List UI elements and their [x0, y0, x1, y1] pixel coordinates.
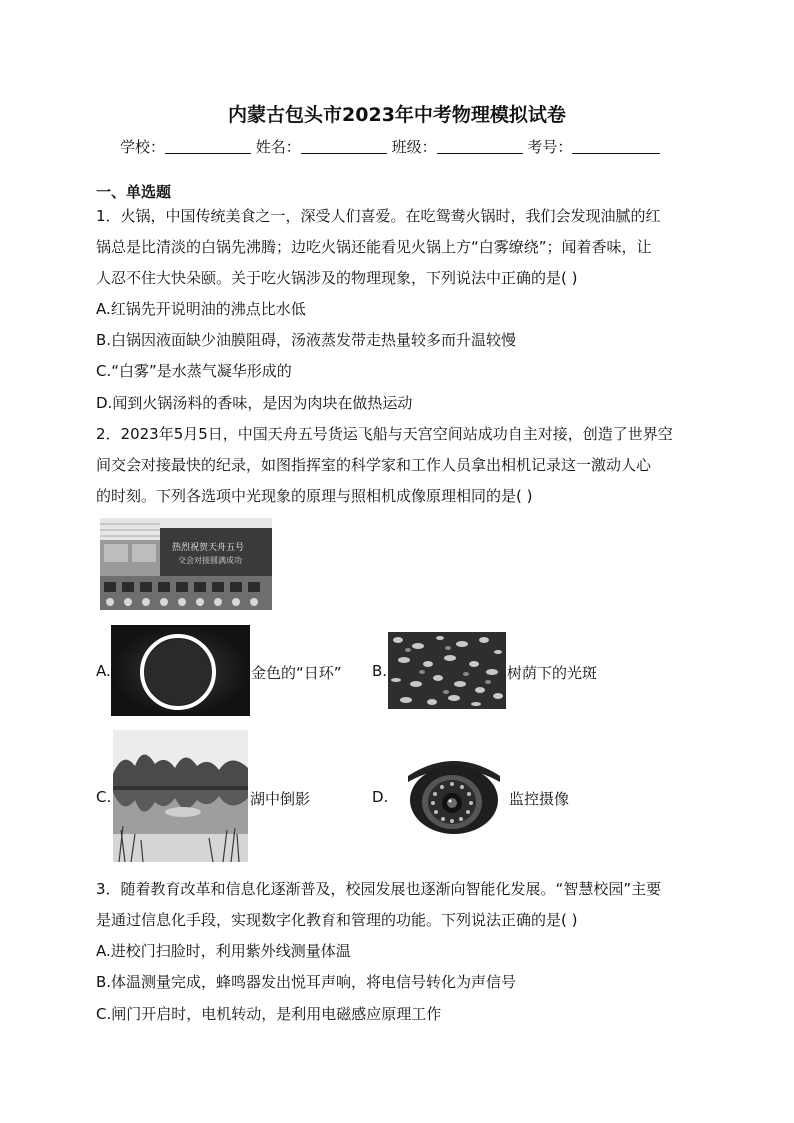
q2-option-b-label[interactable]: 树荫下的光斑 — [507, 664, 598, 682]
q3-option-a[interactable]: A.进校门扫脸时，利用紫外线测量体温 — [96, 942, 351, 960]
name-blank[interactable] — [301, 139, 387, 154]
class-blank[interactable] — [437, 139, 523, 154]
q3-stem-line: 是通过信息化手段，实现数字化教育和管理的功能。下列说法正确的是( ) — [96, 911, 578, 929]
q1-option-b[interactable]: B.白锅因液面缺少油膜阻碍，汤液蒸发带走热量较多而升温较慢 — [96, 331, 517, 349]
q2-option-c-letter[interactable]: C. — [96, 788, 112, 806]
svg-text:热烈祝贺天舟五号: 热烈祝贺天舟五号 — [172, 543, 245, 553]
school-label: 学校： — [120, 138, 166, 156]
exam-title: 内蒙古包头市2023年中考物理模拟试卷 — [228, 104, 566, 126]
q1-stem-line: 人忍不住大快朵颐。关于吃火锅涉及的物理现象，下列说法中正确的是( ) — [96, 269, 578, 287]
q1-option-c[interactable]: C.“白雾”是水蒸气凝华形成的 — [96, 362, 292, 380]
q2-option-d-label[interactable]: 监控摄像 — [509, 790, 570, 808]
annular-eclipse-photo — [111, 625, 250, 716]
student-info-row — [120, 136, 660, 157]
section-heading: 一、单选题 — [96, 183, 172, 201]
security-camera-photo — [402, 742, 506, 838]
control-room-photo — [100, 518, 272, 610]
q3-option-b[interactable]: B.体温测量完成，蜂鸣器发出悦耳声响，将电信号转化为声信号 — [96, 973, 517, 991]
q2-stem-line: 的时刻。下列各选项中光现象的原理与照相机成像原理相同的是( ) — [96, 487, 533, 505]
q1-stem-line: 1．火锅，中国传统美食之一，深受人们喜爱。在吃鸳鸯火锅时，我们会发现油腻的红 — [96, 207, 661, 225]
exam-number-blank[interactable] — [572, 139, 660, 154]
lake-reflection-photo — [113, 730, 248, 862]
exam-number-label: 考号： — [527, 138, 573, 156]
q2-stem-line: 间交会对接最快的纪录，如图指挥室的科学家和工作人员拿出相机记录这一激动人心 — [96, 456, 652, 474]
q2-option-d-letter[interactable]: D. — [372, 788, 389, 806]
q3-stem-line: 3．随着教育改革和信息化逐渐普及，校园发展也逐渐向智能化发展。“智慧校园”主要 — [96, 880, 662, 898]
class-label: 班级： — [391, 138, 437, 156]
svg-text:交会对接圆满成功: 交会对接圆满成功 — [178, 556, 242, 565]
q2-option-a-label[interactable]: 金色的“日环” — [251, 664, 342, 682]
name-label: 姓名： — [255, 138, 301, 156]
q3-option-c[interactable]: C.闸门开启时，电机转动，是利用电磁感应原理工作 — [96, 1005, 442, 1023]
q2-option-a-letter[interactable]: A. — [96, 662, 111, 680]
q2-stem-line: 2．2023年5月5日，中国天舟五号货运飞船与天宫空间站成功自主对接，创造了世界空 — [96, 425, 673, 443]
q1-stem-line: 锅总是比清淡的白锅先沸腾；边吃火锅还能看见火锅上方“白雾缭绕”；闻着香味，让 — [96, 238, 652, 256]
school-blank[interactable] — [165, 139, 251, 154]
q1-option-d[interactable]: D.闻到火锅汤料的香味，是因为肉块在做热运动 — [96, 394, 413, 412]
q1-option-a[interactable]: A.红锅先开说明油的沸点比水低 — [96, 300, 306, 318]
q2-option-c-label[interactable]: 湖中倒影 — [250, 790, 311, 808]
q2-option-b-letter[interactable]: B. — [372, 662, 388, 680]
tree-shade-light-spots-photo — [388, 632, 506, 709]
